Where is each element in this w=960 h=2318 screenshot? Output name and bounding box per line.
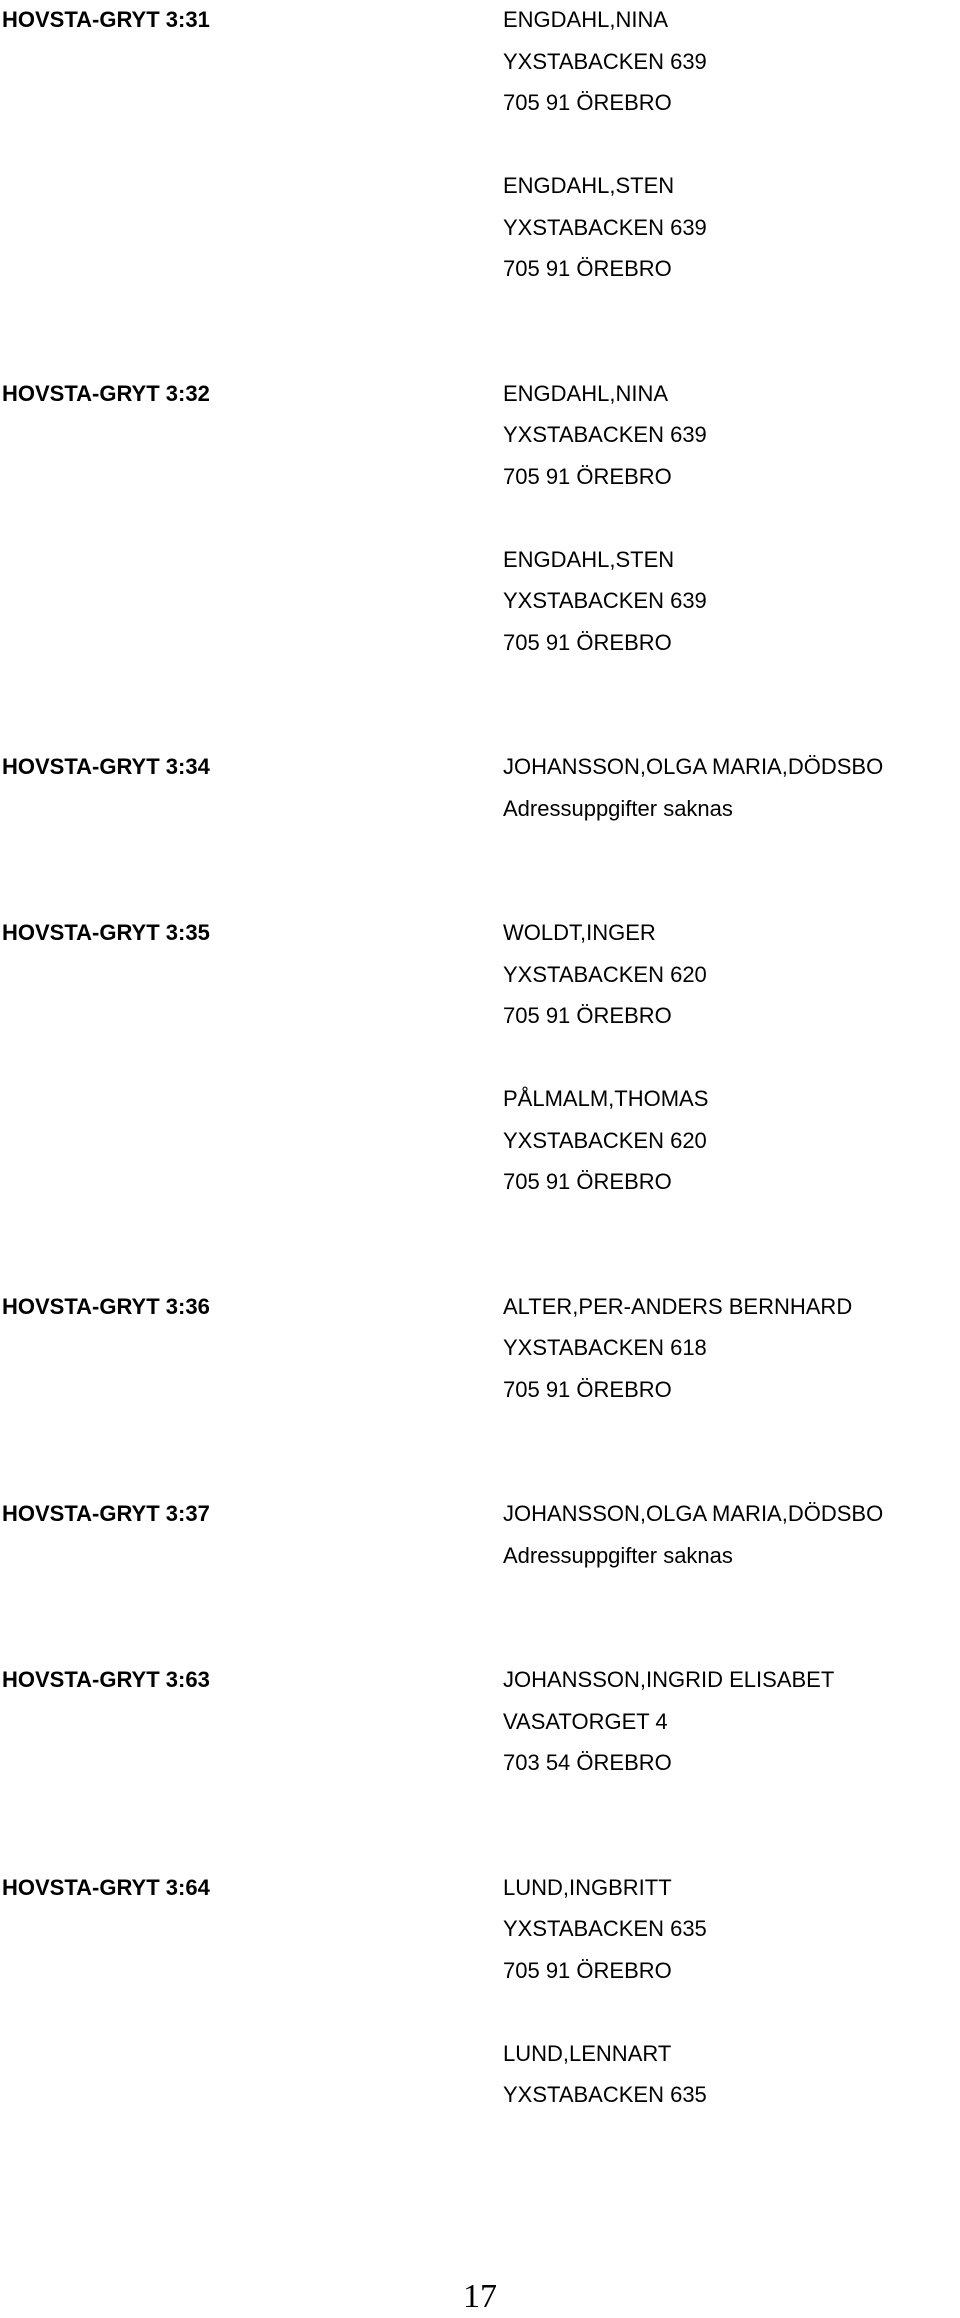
entry-line xyxy=(0,374,960,414)
entry-line xyxy=(0,1370,960,1410)
owner-postal-address: 703 54 ÖREBRO xyxy=(503,1750,672,1775)
entry-line xyxy=(0,1951,960,1991)
owner-name: LUND,INGBRITT xyxy=(503,1874,672,1900)
owner-name: LUND,LENNART xyxy=(503,2040,672,2066)
owner-street: YXSTABACKEN 635 xyxy=(503,1916,707,1941)
owner-street: YXSTABACKEN 639 xyxy=(503,422,707,447)
entry-line xyxy=(0,1536,960,1576)
entry-line xyxy=(0,747,960,787)
property-designation: HOVSTA-GRYT 3:32 xyxy=(2,380,210,406)
entry-line xyxy=(0,623,960,663)
owner-street: YXSTABACKEN 620 xyxy=(503,1127,707,1153)
entry-line xyxy=(0,1162,960,1202)
entry-line xyxy=(0,1328,960,1368)
entry-line xyxy=(0,1660,960,1700)
owner-name: ENGDAHL,STEN xyxy=(503,546,675,572)
entry-line xyxy=(0,1909,960,1949)
entry-line xyxy=(0,1121,960,1161)
owner-postal-address: 705 91 ÖREBRO xyxy=(503,256,672,281)
owner-street: YXSTABACKEN 639 xyxy=(503,214,707,240)
property-designation: HOVSTA-GRYT 3:36 xyxy=(2,1293,210,1319)
owner-name: ENGDAHL,NINA xyxy=(503,7,669,32)
owner-name: JOHANSSON,OLGA MARIA,DÖDSBO xyxy=(503,1501,884,1526)
owner-street: YXSTABACKEN 639 xyxy=(503,588,707,613)
entry-line xyxy=(0,581,960,621)
entry-line xyxy=(0,0,960,40)
owner-postal-address: 705 91 ÖREBRO xyxy=(503,1957,672,1983)
entry-line xyxy=(0,1743,960,1783)
entry-line xyxy=(0,913,960,953)
property-designation: HOVSTA-GRYT 3:37 xyxy=(2,1501,210,1526)
entry-line xyxy=(0,1494,960,1534)
owner-street: YXSTABACKEN 618 xyxy=(503,1335,707,1360)
entry-line xyxy=(0,208,960,248)
property-designation: HOVSTA-GRYT 3:63 xyxy=(2,1667,210,1692)
owner-street: VASATORGET 4 xyxy=(503,1708,668,1734)
owner-name: JOHANSSON,INGRID ELISABET xyxy=(503,1667,835,1692)
entry-line xyxy=(0,1287,960,1327)
owner-name: ENGDAHL,NINA xyxy=(503,380,669,406)
entry-line xyxy=(0,1702,960,1742)
entry-line xyxy=(0,2034,960,2074)
owner-postal-address: 705 91 ÖREBRO xyxy=(503,1003,672,1028)
entry-line xyxy=(0,996,960,1036)
property-designation: HOVSTA-GRYT 3:34 xyxy=(2,754,210,779)
entry-line xyxy=(0,166,960,206)
entry-line xyxy=(0,540,960,580)
entry-line xyxy=(0,83,960,123)
page-number: 17 xyxy=(463,2278,497,2315)
entry-line xyxy=(0,457,960,497)
property-designation: HOVSTA-GRYT 3:35 xyxy=(2,920,210,945)
owner-street: YXSTABACKEN 635 xyxy=(503,2082,707,2107)
property-designation: HOVSTA-GRYT 3:64 xyxy=(2,1874,210,1900)
entry-line xyxy=(0,955,960,995)
entry-line xyxy=(0,1079,960,1119)
entry-line xyxy=(0,42,960,82)
owner-postal-address: 705 91 ÖREBRO xyxy=(503,90,672,115)
owner-street: YXSTABACKEN 639 xyxy=(503,48,707,74)
owner-postal-address: 705 91 ÖREBRO xyxy=(503,629,672,655)
property-designation: HOVSTA-GRYT 3:31 xyxy=(2,7,210,32)
entry-line xyxy=(0,1868,960,1908)
owner-postal-address: 705 91 ÖREBRO xyxy=(503,463,672,489)
owner-name: WOLDT,INGER xyxy=(503,920,656,945)
owner-street: YXSTABACKEN 620 xyxy=(503,961,707,987)
owner-name: PÅLMALM,THOMAS xyxy=(503,1086,709,1111)
entry-line xyxy=(0,789,960,829)
entry-line xyxy=(0,415,960,455)
owner-postal-address: 705 91 ÖREBRO xyxy=(503,1376,672,1402)
entry-line xyxy=(0,2075,960,2115)
owner-street: Adressuppgifter saknas xyxy=(503,1542,733,1568)
owner-postal-address: 705 91 ÖREBRO xyxy=(503,1169,672,1194)
entry-line xyxy=(0,249,960,289)
owner-name: JOHANSSON,OLGA MARIA,DÖDSBO xyxy=(503,754,884,779)
owner-street: Adressuppgifter saknas xyxy=(503,795,733,821)
owner-name: ALTER,PER-ANDERS BERNHARD xyxy=(503,1293,853,1319)
owner-name: ENGDAHL,STEN xyxy=(503,173,675,198)
